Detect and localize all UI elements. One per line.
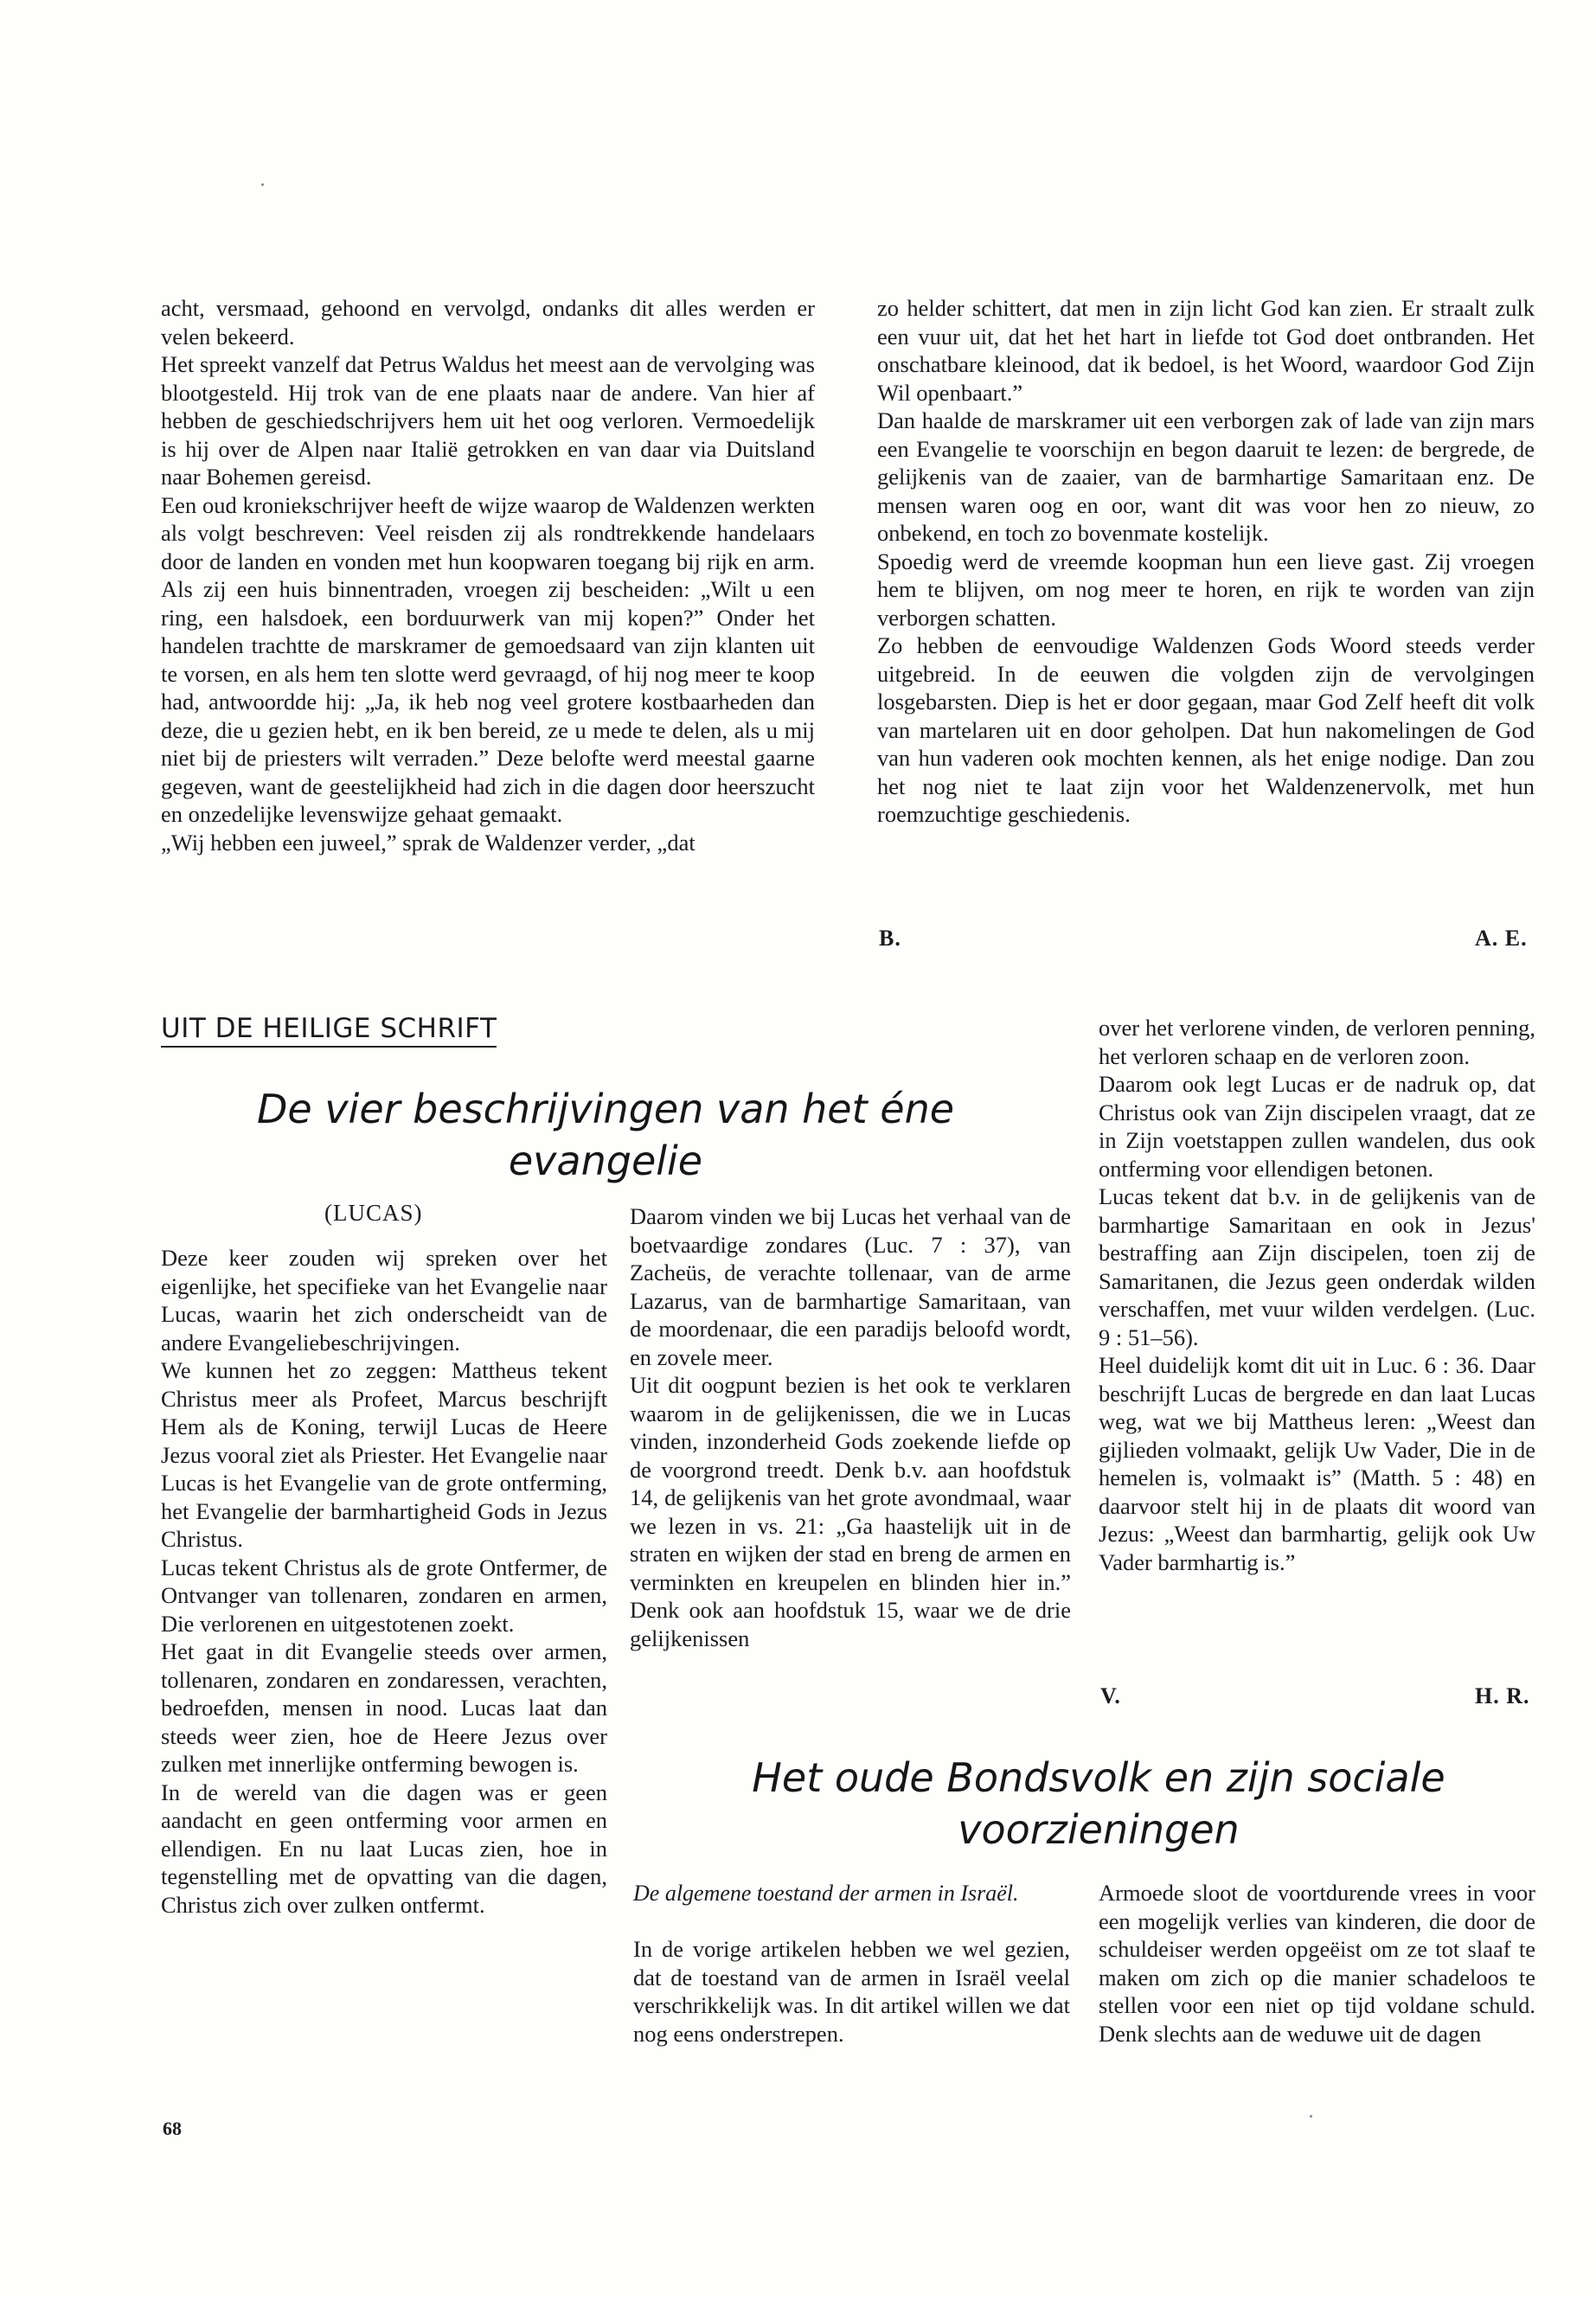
print-speck bbox=[261, 183, 264, 186]
paragraph: We kunnen het zo zeggen: Mattheus tekent Christus meer als Profeet, Marcus beschrijft Hem als de Koning, terwijl Lucas de Heere Jezus vooral ziet als Priester. Het Evangelie naar Lucas is het Evangelie van de grote ontferming, het Evangelie der barmhartigheid Gods in Jezus Christus. bbox=[161, 1357, 607, 1552]
article-subtitle: (LUCAS) bbox=[324, 1200, 423, 1226]
paragraph: Het gaat in dit Evangelie steeds over armen, tollenaren, zondaren en zondaressen, verachten, bedroefden, mensen in nood. Lucas laat dan steeds weer zien, hoe de Heere Jezus over zulken met innerlijke ontferming bewogen is. bbox=[161, 1638, 607, 1777]
paragraph: over het verlorene vinden, de verloren penning, het verloren schaap en de verloren zoon. bbox=[1099, 1015, 1535, 1069]
paragraph: Deze keer zouden wij spreken over het eigenlijke, het specifieke van het Evangelie naar Lucas, waarin het zich onderscheidt van de andere Evangeliebeschrijvingen. bbox=[161, 1245, 607, 1356]
paragraph: Uit dit oogpunt bezien is het ook te verklaren waarom in de gelijkenissen, die we in Lucas vinden, inzonderheid Gods zoekende liefde op de voorgrond treedt. Denk b.v. aan hoofdstuk 14, de gelijkenis van het grote avondmaal, waar we lezen in vs. 21: „Ga haastelijk uit in de straten en wijken der stad en breng de armen en verminkten en kreupelen en blinden hier in.” Denk ook aan hoofdstuk 15, waar we de drie gelijkenissen bbox=[630, 1372, 1071, 1651]
section-label: UIT DE HEILIGE SCHRIFT bbox=[161, 1013, 497, 1048]
article2-column-1 bbox=[633, 1935, 1070, 2048]
signature-right: A. E. bbox=[1475, 926, 1528, 951]
paragraph: Heel duidelijk komt dit uit in Luc. 6 : 36. Daar beschrijft Lucas de bergrede en dan laat Lucas weg, wat we bij Mattheus leren: „Weest dan gijlieden volmaakt, gelijk Uw Vader, Die in de hemelen is, volmaakt is” (Matth. 5 : 48) en daarvoor stelt hij in de plaats dit woord van Jezus: „Weest dan barmhartig, gelijk ook Uw Vader barmhartig is.” bbox=[1099, 1352, 1535, 1575]
article1-column-1 bbox=[161, 1244, 607, 1919]
paragraph: Zo hebben de eenvoudige Waldenzen Gods Woord steeds verder uitgebreid. In de eeuwen die volgden zijn de vervolgingen losgebarsten. Diep is het er door gegaan, maar God Zelf heeft dit volk van martelaren uit en door geholpen. Dat hun nakomelingen de God van hun vaderen ook mochten kennen, als het enige nodige. Dan zou het nog niet te laat zijn voor het Waldenzenervolk, met hun roemzuchtige geschiedenis. bbox=[877, 632, 1535, 827]
signature-left: V. bbox=[1100, 1683, 1121, 1708]
signature-right: H. R. bbox=[1475, 1683, 1530, 1708]
article-intro: De algemene toestand der armen in Israël. bbox=[633, 1881, 1019, 1906]
paragraph: Dan haalde de marskramer uit een verborgen zak of lade van zijn mars een Evangelie te voorschijn en begon daaruit te lezen: de bergrede, de gelijkenis van de zaaier, van de barmhartige Samaritaan enz. De mensen waren oog en oor, want dit was voor hen zo nieuw, zo onbekend, en toch zo bovenmate kostelijk. bbox=[877, 407, 1535, 546]
top-right-column bbox=[877, 294, 1535, 829]
page-number: 68 bbox=[163, 2118, 182, 2139]
article-title: De vier beschrijvingen van het éne evangelie bbox=[256, 1086, 955, 1184]
paragraph: Daarom vinden we bij Lucas het verhaal van de boetvaardige zondares (Luc. 7 : 37), van Zacheüs, de verachte tollenaar, van de arme Lazarus, van de barmhartige Samaritaan, van de moordenaar, die een paradijs beloofd wordt, en zovele meer. bbox=[630, 1203, 1071, 1370]
paragraph: Lucas tekent dat b.v. in de gelijkenis van de barmhartige Samaritaan en ook in Jezus' bestraffing aan Zijn discipelen, toen zij de Samaritanen, die Jezus geen onderdak wilden verschaffen, met vuur wilden verdelgen. (Luc. 9 : 51–56). bbox=[1099, 1183, 1535, 1350]
paragraph: acht, versmaad, gehoond en vervolgd, ondanks dit alles werden er velen bekeerd. bbox=[161, 295, 815, 349]
article2-column-2 bbox=[1099, 1879, 1535, 2048]
paragraph: Lucas tekent Christus als de grote Ontfermer, de Ontvanger van tollenaren, zondaren en armen, Die verlorenen en uitgestotenen zoekt. bbox=[161, 1554, 607, 1637]
paragraph: In de wereld van die dagen was er geen aandacht en geen ontferming voor armen en ellendigen. En nu laat Lucas zien, hoe in tegenstelling met de opvatting van die dagen, Christus zich over zulken ontfermt. bbox=[161, 1779, 607, 1918]
paragraph: In de vorige artikelen hebben we wel gezien, dat de toestand van de armen in Israël veelal verschrikkelijk was. In dit artikel willen we dat nog eens onderstrepen. bbox=[633, 1936, 1070, 2047]
paragraph: Het spreekt vanzelf dat Petrus Waldus het meest aan de vervolging was blootgesteld. Hij trok van de ene plaats naar de andere. Van hier af hebben de geschiedschrijvers hem uit het oog verloren. Vermoedelijk is hij over de Alpen naar Italië getrokken en van daar via Duitsland naar Bohemen gereisd. bbox=[161, 351, 815, 490]
article1-column-3 bbox=[1099, 1014, 1535, 1576]
paragraph: zo helder schittert, dat men in zijn licht God kan zien. Er straalt zulk een vuur uit, dat het het hart in liefde tot God doet ontbranden. Het onschatbare kleinood, dat ik bedoel, is het Woord, waardoor God Zijn Wil openbaart.” bbox=[877, 295, 1535, 406]
paragraph: Armoede sloot de voortdurende vrees in voor een mogelijk verlies van kinderen, die door de schuldeiser werden opgeëist om ze tot slaaf te maken om zich op die manier schadeloos te stellen voor een niet op tijd voldane schuld. Denk slechts aan de weduwe uit de dagen bbox=[1099, 1880, 1535, 2047]
paragraph: „Wij hebben een juweel,” sprak de Waldenzer verder, „dat bbox=[161, 829, 695, 856]
print-speck bbox=[1310, 2115, 1312, 2118]
top-left-column bbox=[161, 294, 815, 856]
article1-column-2 bbox=[630, 1202, 1071, 1652]
paragraph: Spoedig werd de vreemde koopman hun een lieve gast. Zij vroegen hem te blijven, om nog meer te horen, en rijk te worden van zijn verborgen schatten. bbox=[877, 548, 1535, 631]
paragraph: Daarom ook legt Lucas er de nadruk op, dat Christus ook van Zijn discipelen vraagt, dat ze in Zijn voetstappen zullen wandelen, dus ook ontferming voor ellendigen betonen. bbox=[1099, 1071, 1535, 1182]
article-title: Het oude Bondsvolk en zijn sociale voorzieningen bbox=[752, 1754, 1445, 1853]
paragraph: Een oud kroniekschrijver heeft de wijze waarop de Waldenzen werkten als volgt beschreven: Veel reisden zij als rondtrekkende handelaars door de landen en vonden met hun koopwaren toegang bij rijk en arm. Als zij een huis binnentraden, vroegen zij bescheiden: „Wilt u een ring, een halsdoek, een borduurwerk van mij kopen?” Onder het handelen trachtte de marskramer de gemoedsaard van zijn klanten uit te vorsen, en als hem ten slotte werd gevraagd, of hij nog meer te koop had, antwoordde hij: „Ja, ik heb nog veel grotere kostbaarheden dan deze, die u gezien hebt, en ik ben bereid, ze u mede te delen, als u mij niet bij de priesters wilt verraden.” Deze belofte werd meestal gaarne gegeven, want de geestelijkheid had zich in die dagen door heerszucht en onzedelijke levenswijze gehaat gemaakt. bbox=[161, 491, 815, 827]
signature-left: B. bbox=[879, 926, 901, 951]
